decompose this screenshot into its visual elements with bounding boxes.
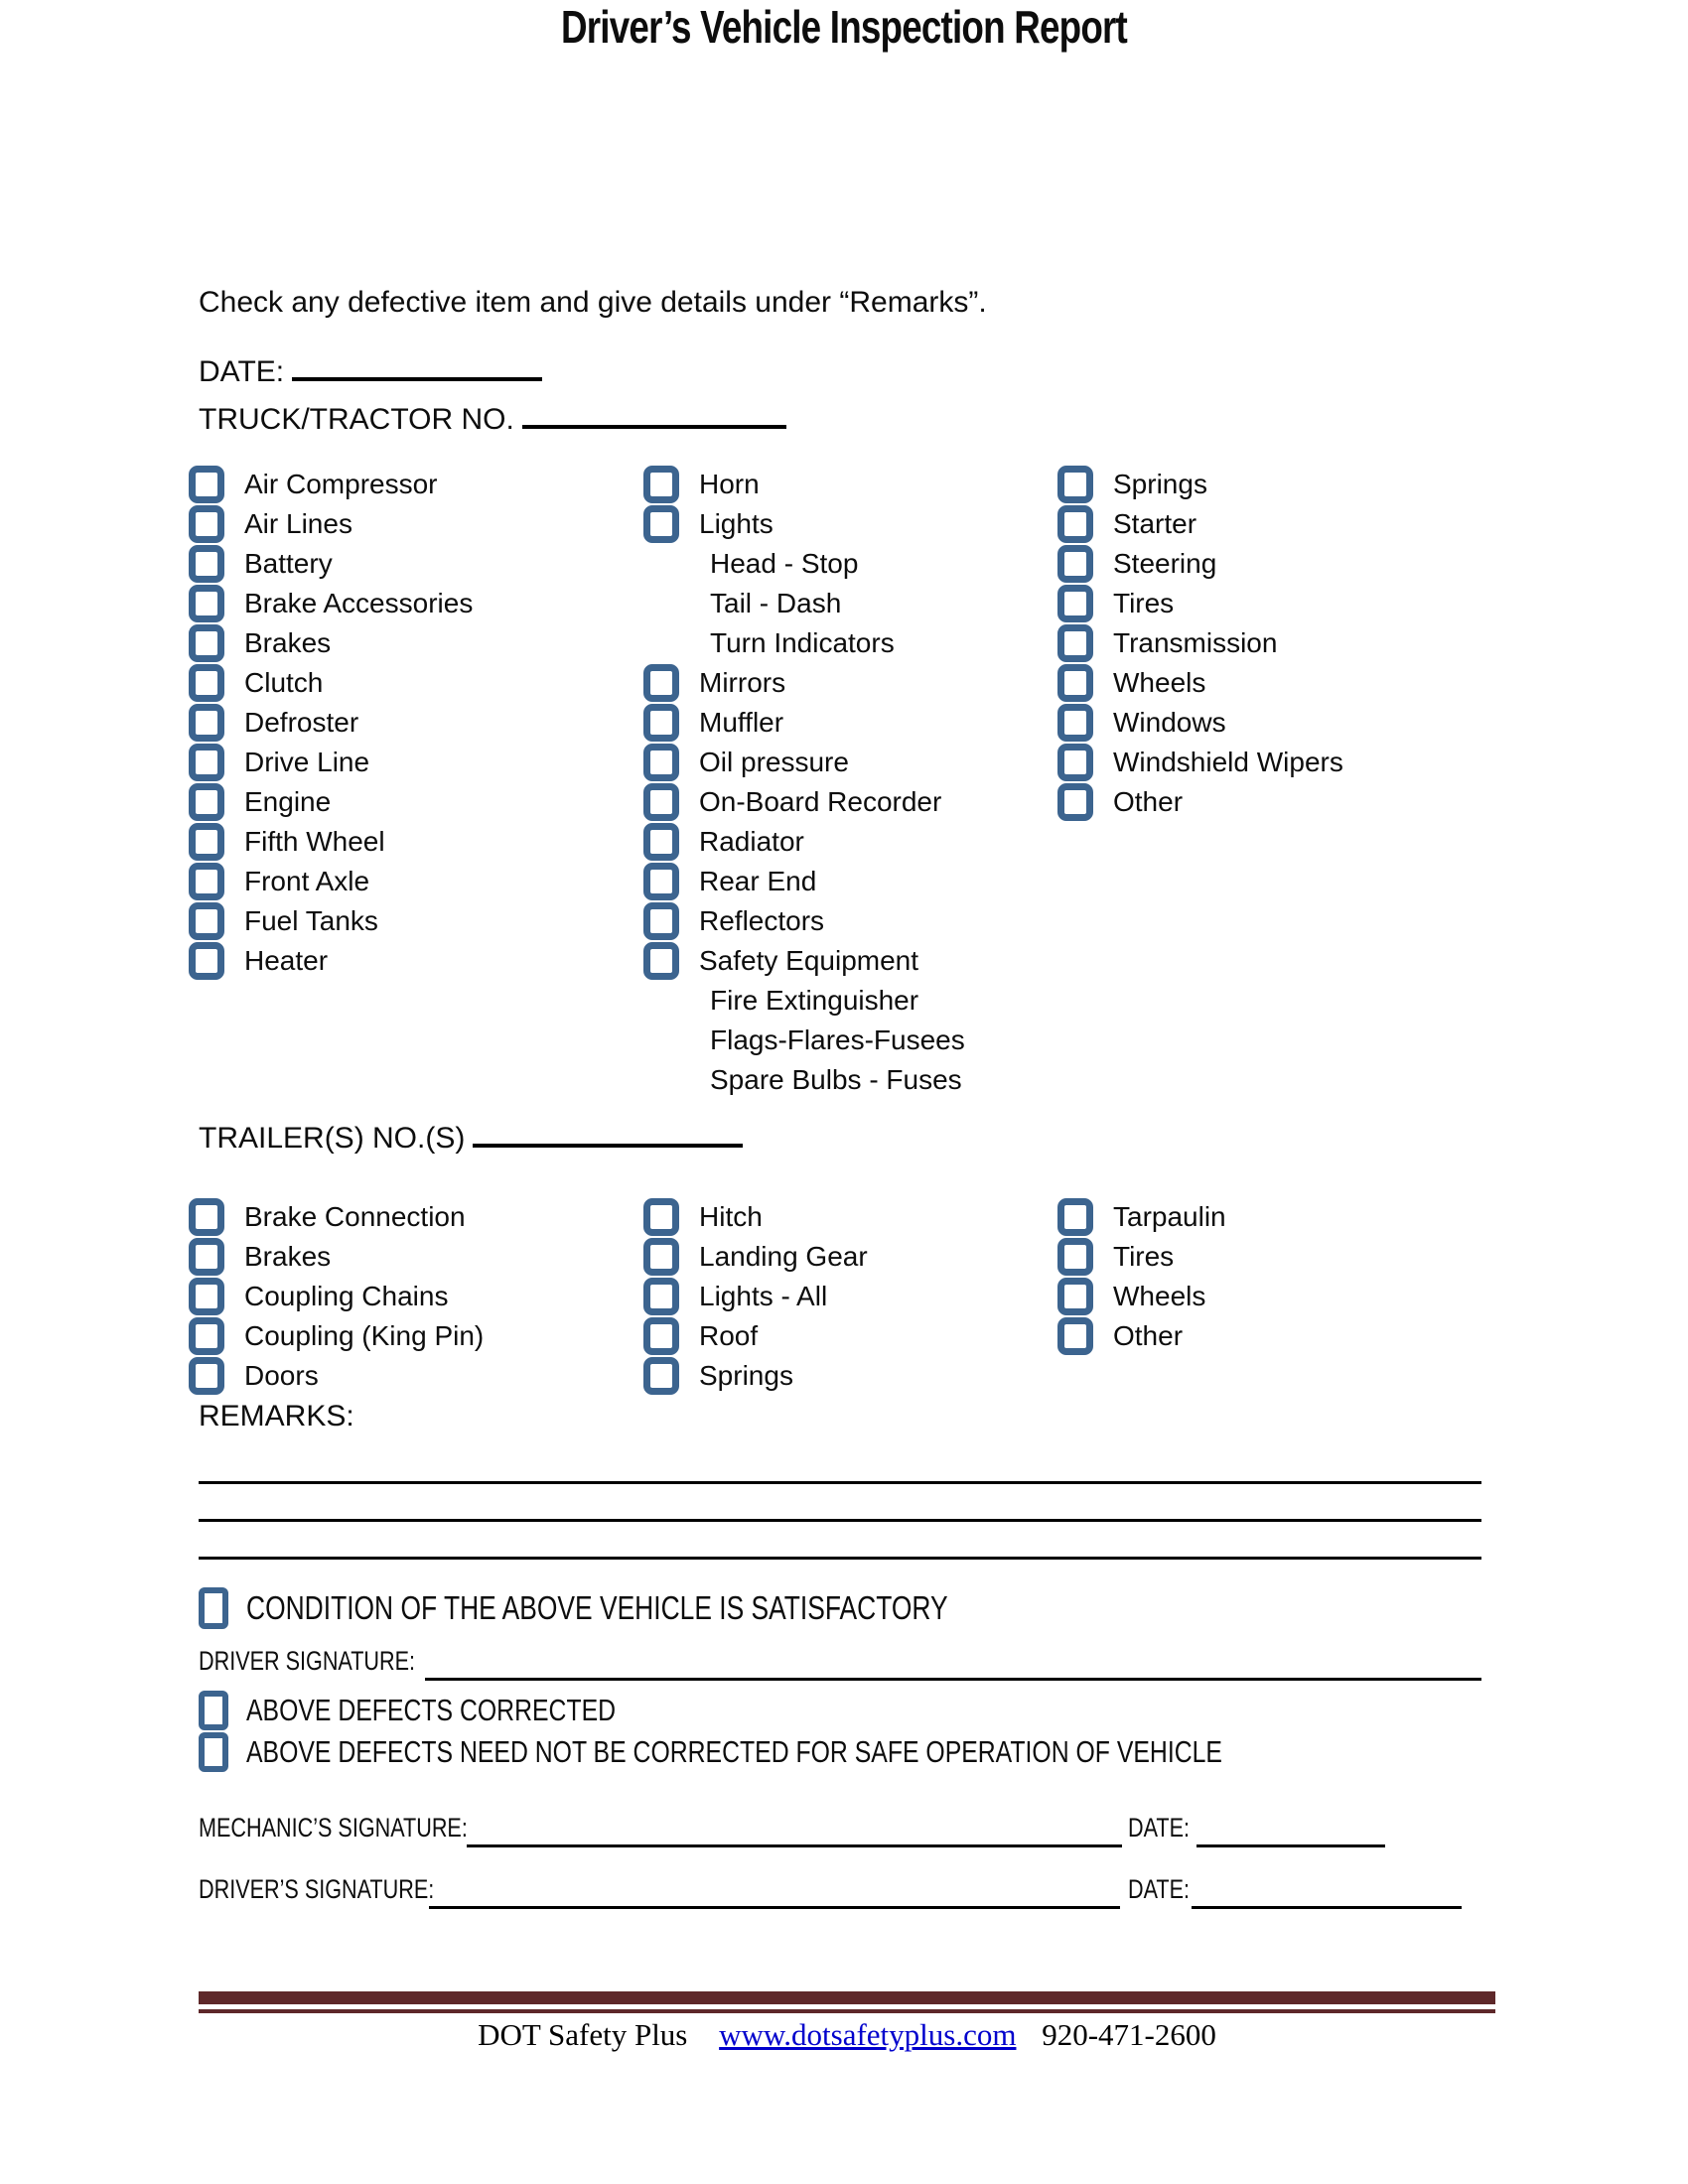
drivers-signature-line[interactable] bbox=[429, 1906, 1120, 1909]
item-checkbox[interactable] bbox=[189, 505, 224, 543]
checklist-item bbox=[189, 822, 473, 862]
item-checkbox[interactable] bbox=[189, 744, 224, 781]
driver-signature-label: DRIVER SIGNATURE: bbox=[199, 1646, 416, 1676]
checklist-item bbox=[189, 623, 473, 663]
item-checkbox[interactable] bbox=[189, 585, 224, 622]
item-checkbox[interactable] bbox=[1057, 545, 1093, 583]
item-checkbox[interactable] bbox=[1057, 783, 1093, 821]
item-label: Head - Stop bbox=[710, 548, 859, 579]
item-label: Tires bbox=[1113, 1241, 1175, 1272]
item-label: Spare Bulbs - Fuses bbox=[710, 1064, 962, 1095]
item-label: Windshield Wipers bbox=[1113, 747, 1343, 777]
checklist-item bbox=[189, 1356, 484, 1396]
item-checkbox[interactable] bbox=[1057, 744, 1093, 781]
item-label: Other bbox=[1113, 1320, 1184, 1351]
checklist-item bbox=[643, 862, 965, 901]
item-checkbox[interactable] bbox=[1057, 704, 1093, 742]
item-label: Engine bbox=[244, 786, 332, 817]
item-checkbox[interactable] bbox=[189, 704, 224, 742]
checklist-item bbox=[189, 1316, 484, 1356]
date-input-line[interactable] bbox=[292, 353, 542, 381]
item-label: Landing Gear bbox=[699, 1241, 868, 1272]
checklist-item bbox=[1057, 544, 1343, 584]
checklist-item bbox=[1057, 743, 1343, 782]
item-label: Tires bbox=[1113, 588, 1175, 618]
checklist-item bbox=[643, 782, 965, 822]
item-checkbox[interactable] bbox=[643, 1238, 679, 1276]
item-checkbox[interactable] bbox=[643, 505, 679, 543]
checklist-item bbox=[1057, 1316, 1226, 1356]
item-checkbox[interactable] bbox=[1057, 1198, 1093, 1236]
mechanic-signature-label: MECHANIC’S SIGNATURE: bbox=[199, 1813, 468, 1843]
defects-not-needed-checkbox[interactable] bbox=[199, 1732, 228, 1772]
item-label: Defroster bbox=[244, 707, 359, 738]
checklist-subitem bbox=[643, 1060, 965, 1100]
item-checkbox[interactable] bbox=[643, 1357, 679, 1395]
checklist-item bbox=[189, 901, 473, 941]
item-checkbox[interactable] bbox=[643, 744, 679, 781]
date-field-row bbox=[199, 353, 542, 389]
checklist-subitem bbox=[643, 623, 965, 663]
item-checkbox[interactable] bbox=[643, 704, 679, 742]
condition-satisfactory-checkbox[interactable] bbox=[199, 1587, 228, 1629]
checklist-item bbox=[643, 743, 965, 782]
trailer-number-label: TRAILER(S) NO.(S) bbox=[199, 1122, 466, 1155]
footer-company-name: DOT Safety Plus bbox=[478, 2017, 688, 2052]
defects-not-needed-row bbox=[199, 1729, 1467, 1775]
item-label: Roof bbox=[699, 1320, 759, 1351]
driver-signature-line[interactable] bbox=[425, 1678, 1481, 1681]
checklist-item bbox=[189, 1197, 484, 1237]
checklist-item bbox=[189, 465, 473, 504]
mechanic-date-label: DATE: bbox=[1128, 1813, 1191, 1843]
item-label: Fifth Wheel bbox=[244, 826, 385, 857]
checklist-item bbox=[643, 901, 965, 941]
checklist-item bbox=[643, 504, 965, 544]
item-checkbox[interactable] bbox=[189, 863, 224, 900]
remarks-line-1[interactable] bbox=[199, 1481, 1481, 1484]
remarks-line-3[interactable] bbox=[199, 1557, 1481, 1560]
checklist-item bbox=[643, 1316, 868, 1356]
checklist-item bbox=[643, 1356, 868, 1396]
checklist-item bbox=[1057, 584, 1343, 623]
item-label: Muffler bbox=[699, 707, 784, 738]
item-checkbox[interactable] bbox=[189, 1198, 224, 1236]
defects-corrected-checkbox[interactable] bbox=[199, 1691, 228, 1730]
checklist-item bbox=[1057, 663, 1343, 703]
item-checkbox[interactable] bbox=[643, 1278, 679, 1315]
checklist-item bbox=[643, 703, 965, 743]
item-label: Horn bbox=[699, 469, 760, 499]
item-checkbox[interactable] bbox=[643, 1317, 679, 1355]
trailer-checklist-column-1 bbox=[189, 1197, 484, 1396]
driver-date-line[interactable] bbox=[1192, 1906, 1462, 1909]
checklist-item bbox=[189, 782, 473, 822]
checklist-item bbox=[1057, 1197, 1226, 1237]
mechanic-signature-line[interactable] bbox=[467, 1844, 1122, 1847]
defects-corrected-label: ABOVE DEFECTS CORRECTED bbox=[246, 1693, 617, 1727]
item-label: Turn Indicators bbox=[710, 627, 895, 658]
checklist-item bbox=[189, 544, 473, 584]
checklist-subitem bbox=[643, 981, 965, 1021]
item-label: On-Board Recorder bbox=[699, 786, 942, 817]
item-checkbox[interactable] bbox=[643, 942, 679, 980]
checklist-item bbox=[643, 465, 965, 504]
checklist-item bbox=[189, 1237, 484, 1277]
item-label: Rear End bbox=[699, 866, 817, 896]
item-checkbox[interactable] bbox=[643, 664, 679, 702]
truck-checklist-column-3 bbox=[1057, 465, 1343, 822]
drivers-signature-label: DRIVER’S SIGNATURE: bbox=[199, 1874, 435, 1904]
defects-corrected-row bbox=[199, 1688, 708, 1733]
item-label: Springs bbox=[1113, 469, 1207, 499]
item-label: Reflectors bbox=[699, 905, 825, 936]
item-checkbox[interactable] bbox=[643, 1198, 679, 1236]
item-label: Hitch bbox=[699, 1201, 763, 1232]
checklist-item bbox=[189, 1277, 484, 1316]
item-label: Tarpaulin bbox=[1113, 1201, 1226, 1232]
driver-date-label: DATE: bbox=[1128, 1874, 1191, 1904]
item-label: Brake Connection bbox=[244, 1201, 466, 1232]
item-label: Steering bbox=[1113, 548, 1217, 579]
footer bbox=[199, 2017, 1495, 2053]
truck-number-input-line[interactable] bbox=[522, 401, 786, 429]
checklist-item bbox=[189, 584, 473, 623]
item-label: Wheels bbox=[1113, 1281, 1206, 1311]
truck-checklist-column-1 bbox=[189, 465, 473, 981]
item-label: Lights bbox=[699, 508, 774, 539]
trailer-number-input-line[interactable] bbox=[473, 1120, 743, 1148]
item-label: Safety Equipment bbox=[699, 945, 919, 976]
checklist-item bbox=[1057, 1237, 1226, 1277]
mechanic-date-line[interactable] bbox=[1196, 1844, 1385, 1847]
item-label: Coupling Chains bbox=[244, 1281, 449, 1311]
item-checkbox[interactable] bbox=[189, 466, 224, 503]
checklist-subitem bbox=[643, 584, 965, 623]
checklist-item bbox=[189, 941, 473, 981]
truck-field-row bbox=[199, 401, 786, 437]
checklist-item bbox=[643, 663, 965, 703]
item-label: Air Compressor bbox=[244, 469, 438, 499]
remarks-label: REMARKS: bbox=[199, 1400, 354, 1433]
truck-checklist-column-2 bbox=[643, 465, 965, 1100]
item-label: Heater bbox=[244, 945, 329, 976]
item-label: Flags-Flares-Fusees bbox=[710, 1024, 965, 1055]
item-label: Oil pressure bbox=[699, 747, 849, 777]
item-checkbox[interactable] bbox=[189, 783, 224, 821]
item-label: Other bbox=[1113, 786, 1184, 817]
item-label: Air Lines bbox=[244, 508, 352, 539]
item-checkbox[interactable] bbox=[1057, 466, 1093, 503]
footer-phone-number: 920-471-2600 bbox=[1042, 2017, 1216, 2052]
item-label: Brakes bbox=[244, 1241, 332, 1272]
condition-satisfactory-label: CONDITION OF THE ABOVE VEHICLE IS SATISFACTORY bbox=[246, 1589, 948, 1626]
truck-number-label: TRUCK/TRACTOR NO. bbox=[199, 403, 514, 436]
checklist-item bbox=[189, 862, 473, 901]
item-checkbox[interactable] bbox=[189, 902, 224, 940]
checklist-item bbox=[189, 703, 473, 743]
checklist-item bbox=[1057, 623, 1343, 663]
item-label: Radiator bbox=[699, 826, 804, 857]
checklist-item bbox=[1057, 1277, 1226, 1316]
checklist-subitem bbox=[643, 544, 965, 584]
item-checkbox[interactable] bbox=[1057, 1238, 1093, 1276]
item-checkbox[interactable] bbox=[643, 823, 679, 861]
condition-satisfactory-row bbox=[199, 1584, 1123, 1632]
website-link[interactable]: www.dotsafetyplus.com bbox=[719, 2017, 1017, 2052]
item-checkbox[interactable] bbox=[643, 783, 679, 821]
trailer-field-row bbox=[199, 1120, 743, 1156]
item-label: Fire Extinguisher bbox=[710, 985, 919, 1016]
trailer-checklist-column-2 bbox=[643, 1197, 868, 1396]
checklist-item bbox=[643, 941, 965, 981]
instruction-text: Check any defective item and give details under “Remarks”. bbox=[199, 286, 987, 319]
remarks-line-2[interactable] bbox=[199, 1519, 1481, 1522]
item-label: Transmission bbox=[1113, 627, 1278, 658]
item-label: Lights - All bbox=[699, 1281, 828, 1311]
defects-not-needed-label: ABOVE DEFECTS NEED NOT BE CORRECTED FOR SAFE OPERATION OF VEHICLE bbox=[246, 1734, 1222, 1769]
item-label: Front Axle bbox=[244, 866, 370, 896]
footer-bar-thin bbox=[199, 2009, 1495, 2013]
item-checkbox[interactable] bbox=[189, 1278, 224, 1315]
item-checkbox[interactable] bbox=[189, 942, 224, 980]
item-label: Battery bbox=[244, 548, 333, 579]
item-checkbox[interactable] bbox=[189, 664, 224, 702]
item-checkbox[interactable] bbox=[189, 823, 224, 861]
item-label: Coupling (King Pin) bbox=[244, 1320, 485, 1351]
item-label: Brake Accessories bbox=[244, 588, 474, 618]
item-label: Starter bbox=[1113, 508, 1197, 539]
item-checkbox[interactable] bbox=[1057, 624, 1093, 662]
item-checkbox[interactable] bbox=[1057, 664, 1093, 702]
checklist-item bbox=[1057, 782, 1343, 822]
page-title: Driver’s Vehicle Inspection Report bbox=[561, 1, 1127, 53]
checklist-item bbox=[643, 1197, 868, 1237]
item-checkbox[interactable] bbox=[1057, 1278, 1093, 1315]
item-checkbox[interactable] bbox=[189, 545, 224, 583]
item-checkbox[interactable] bbox=[1057, 505, 1093, 543]
item-checkbox[interactable] bbox=[643, 902, 679, 940]
checklist-subitem bbox=[643, 1021, 965, 1060]
trailer-checklist-column-3 bbox=[1057, 1197, 1226, 1356]
item-label: Mirrors bbox=[699, 667, 786, 698]
item-checkbox[interactable] bbox=[1057, 585, 1093, 622]
item-label: Clutch bbox=[244, 667, 324, 698]
checklist-item bbox=[189, 504, 473, 544]
item-label: Brakes bbox=[244, 627, 332, 658]
checklist-item bbox=[643, 1237, 868, 1277]
item-checkbox[interactable] bbox=[1057, 1317, 1093, 1355]
footer-bar-thick bbox=[199, 1991, 1495, 2004]
item-label: Doors bbox=[244, 1360, 319, 1391]
checklist-item bbox=[643, 1277, 868, 1316]
checklist-item bbox=[1057, 465, 1343, 504]
checklist-item bbox=[1057, 504, 1343, 544]
item-checkbox[interactable] bbox=[643, 863, 679, 900]
checklist-item bbox=[189, 743, 473, 782]
item-checkbox[interactable] bbox=[189, 624, 224, 662]
checklist-item bbox=[643, 822, 965, 862]
item-label: Wheels bbox=[1113, 667, 1206, 698]
item-label: Fuel Tanks bbox=[244, 905, 378, 936]
item-checkbox[interactable] bbox=[189, 1238, 224, 1276]
item-label: Springs bbox=[699, 1360, 793, 1391]
item-label: Drive Line bbox=[244, 747, 370, 777]
item-checkbox[interactable] bbox=[643, 466, 679, 503]
item-checkbox[interactable] bbox=[189, 1357, 224, 1395]
date-label: DATE: bbox=[199, 355, 285, 388]
checklist-item bbox=[189, 663, 473, 703]
item-checkbox[interactable] bbox=[189, 1317, 224, 1355]
item-label: Windows bbox=[1113, 707, 1226, 738]
item-label: Tail - Dash bbox=[710, 588, 842, 618]
checklist-item bbox=[1057, 703, 1343, 743]
